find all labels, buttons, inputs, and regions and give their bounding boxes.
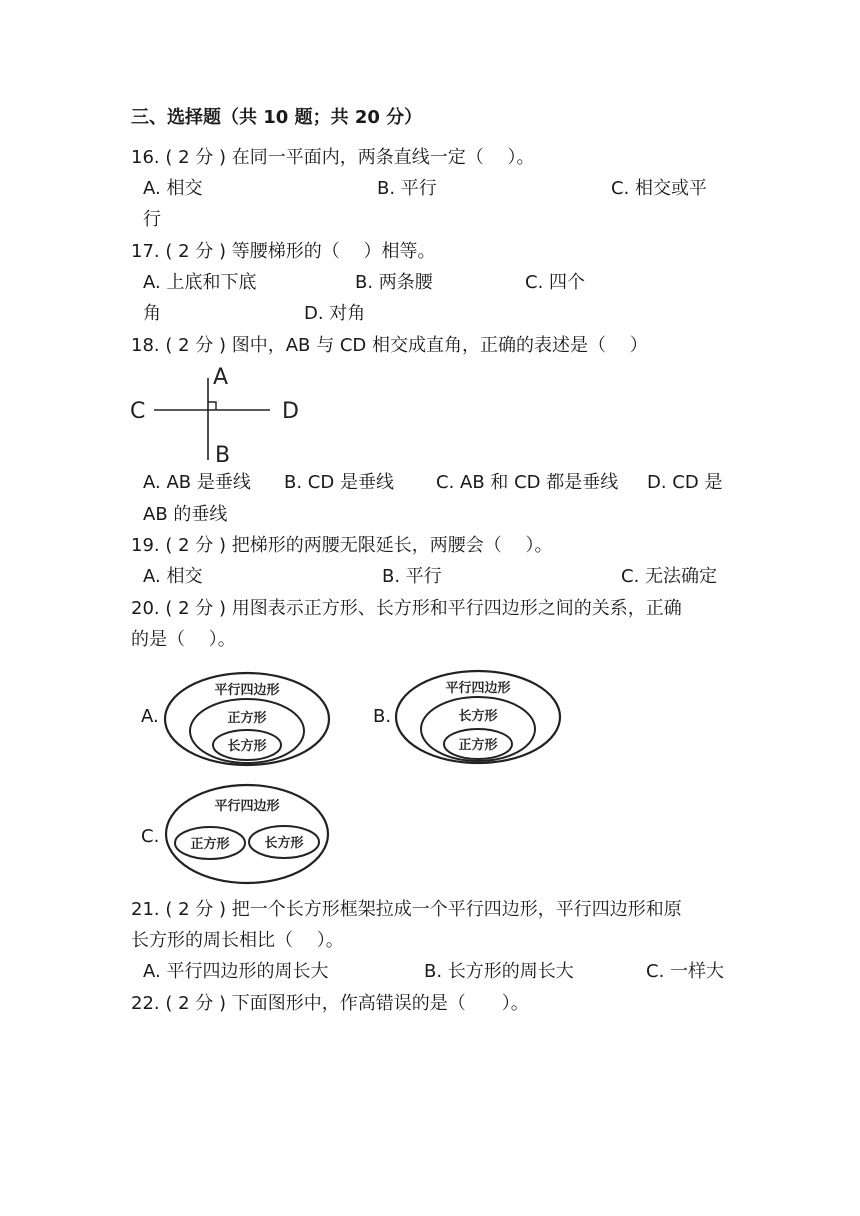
- question-20-stem-line1: 20. ( 2 分 ) 用图表示正方形、长方形和平行四边形之间的关系，正确: [131, 598, 682, 619]
- question-18-option-a[interactable]: A. AB 是垂线: [143, 472, 251, 493]
- question-20-option-c-label[interactable]: C.: [141, 826, 160, 847]
- question-20-option-a-label[interactable]: A.: [141, 706, 159, 727]
- a-mid-label: 正方形: [227, 711, 267, 726]
- question-18-option-d-cont: AB 的垂线: [143, 504, 228, 525]
- question-18-option-b[interactable]: B. CD 是垂线: [284, 472, 394, 493]
- venn-option-a: [160, 670, 340, 774]
- question-21-option-b[interactable]: B. 长方形的周长大: [424, 961, 574, 982]
- question-20-stem-line2: 的是（ ）。: [131, 629, 236, 650]
- b-outer-label: 平行四边形: [445, 681, 511, 696]
- venn-option-c: [162, 782, 334, 888]
- question-21-option-a[interactable]: A. 平行四边形的周长大: [143, 961, 329, 982]
- perpendicular-lines-figure: [125, 364, 315, 468]
- question-19-stem: 19. ( 2 分 ) 把梯形的两腰无限延长，两腰会（ ）。: [131, 535, 553, 556]
- a-outer-label: 平行四边形: [214, 683, 280, 698]
- question-21-stem-line1: 21. ( 2 分 ) 把一个长方形框架拉成一个平行四边形，平行四边形和原: [131, 899, 682, 920]
- question-18-option-c[interactable]: C. AB 和 CD 都是垂线: [436, 472, 619, 493]
- c-outer-label: 平行四边形: [214, 799, 280, 814]
- section-title: 三、选择题（共 10 题；共 20 分）: [131, 107, 423, 128]
- question-20-option-b-label[interactable]: B.: [373, 706, 392, 727]
- question-18-option-d[interactable]: D. CD 是: [647, 472, 723, 493]
- question-18-stem: 18. ( 2 分 ) 图中，AB 与 CD 相交成直角，正确的表述是（ ）: [131, 335, 648, 356]
- question-21-stem-line2: 长方形的周长相比（ ）。: [131, 930, 344, 951]
- question-17-option-a[interactable]: A. 上底和下底: [143, 272, 257, 293]
- question-16-option-a[interactable]: A. 相交: [143, 178, 203, 199]
- label-c: C: [130, 399, 146, 424]
- venn-option-b: [392, 668, 572, 772]
- label-a: A: [213, 365, 229, 390]
- question-19-option-b[interactable]: B. 平行: [382, 566, 442, 587]
- question-17-option-b[interactable]: B. 两条腰: [355, 272, 433, 293]
- question-16-option-c-cont: 行: [143, 209, 161, 230]
- question-19-option-c[interactable]: C. 无法确定: [621, 566, 718, 587]
- question-19-option-a[interactable]: A. 相交: [143, 566, 203, 587]
- question-17-option-c-cont: 角: [143, 303, 161, 324]
- question-16-stem: 16. ( 2 分 ) 在同一平面内，两条直线一定（ ）。: [131, 147, 535, 168]
- c-right-label: 长方形: [264, 836, 304, 851]
- b-inner-label: 正方形: [458, 738, 498, 753]
- question-17-option-d[interactable]: D. 对角: [304, 303, 366, 324]
- question-16-option-c[interactable]: C. 相交或平: [611, 178, 708, 199]
- label-b: B: [215, 443, 231, 468]
- question-22-stem: 22. ( 2 分 ) 下面图形中，作高错误的是（ ）。: [131, 993, 529, 1014]
- right-angle-mark: [208, 402, 216, 410]
- a-inner-label: 长方形: [227, 739, 267, 754]
- question-17-stem: 17. ( 2 分 ) 等腰梯形的（ ）相等。: [131, 241, 436, 262]
- c-left-label: 正方形: [190, 837, 230, 852]
- b-mid-label: 长方形: [458, 709, 498, 724]
- question-16-option-b[interactable]: B. 平行: [377, 178, 437, 199]
- question-17-option-c[interactable]: C. 四个: [525, 272, 586, 293]
- question-21-option-c[interactable]: C. 一样大: [646, 961, 725, 982]
- label-d: D: [282, 399, 299, 424]
